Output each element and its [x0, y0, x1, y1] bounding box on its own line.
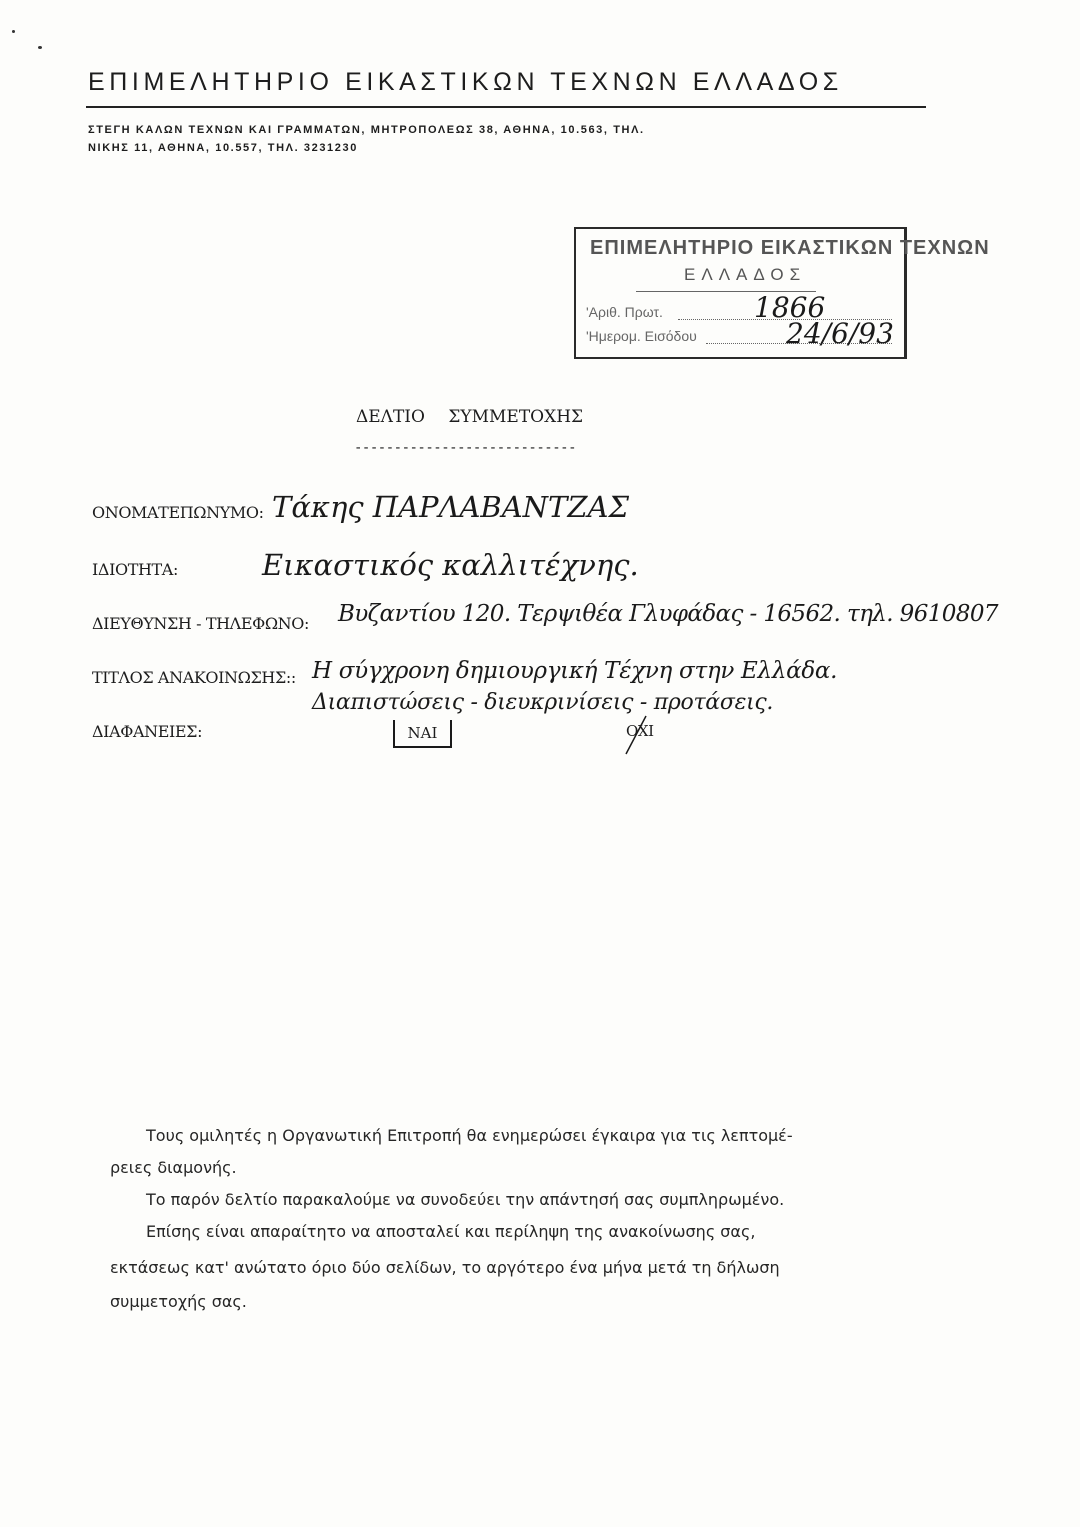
address-label: ΔΙΕΥΘΥΝΣΗ - ΤΗΛΕΦΩΝΟ:: [92, 614, 309, 633]
letterhead-address-line1: ΣΤΕΓΗ ΚΑΛΩΝ ΤΕΧΝΩΝ ΚΑΙ ΓΡΑΜΜΑΤΩΝ, ΜΗΤΡΟΠΟΛΕΩΣ 38, ΑΘΗΝΑ, 10.563, ΤΗΛ.: [88, 124, 645, 136]
slides-label: ΔΙΑΦΑΝΕΙΕΣ:: [92, 722, 203, 741]
stamp-date-label: 'Ημερομ. Εισόδου: [586, 328, 697, 344]
note-line-3: Το παρόν δελτίο παρακαλούμε να συνοδεύει την απάντησή σας συμπληρωμένο.: [146, 1190, 785, 1209]
profession-value: Εικαστικός καλλιτέχνης.: [262, 548, 639, 582]
stamp-date-value: 24/6/93: [786, 317, 894, 350]
profession-label: ΙΔΙΟΤΗΤΑ:: [92, 560, 178, 579]
stamp-title: ΕΠΙΜΕΛΗΤΗΡΙΟ ΕΙΚΑΣΤΙΚΩΝ ΤΕΧΝΩΝ: [590, 237, 990, 259]
note-line-4: Επίσης είναι απαραίτητο να αποσταλεί και περίληψη της ανακοίνωσης σας,: [146, 1222, 756, 1241]
scan-speck: [38, 46, 42, 49]
registration-stamp: [574, 227, 990, 359]
slides-no-option: ΟΧΙ: [626, 722, 654, 740]
letterhead-address-line2: ΝΙΚΗΣ 11, ΑΘΗΝΑ, 10.557, ΤΗΛ. 3231230: [88, 142, 358, 154]
stamp-protocol-label: 'Αριθ. Πρωτ.: [586, 304, 663, 320]
note-line-5: εκτάσεως κατ' ανώτατο όριο δύο σελίδων, το αργότερο ένα μήνα μετά τη δήλωση: [110, 1258, 780, 1277]
name-value: Τάκης ΠΑΡΛΑΒΑΝΤΖΑΣ: [272, 490, 629, 524]
slides-yes-option: [393, 720, 452, 748]
stamp-subtitle: ΕΛΛΑΔΟΣ: [684, 265, 807, 284]
note-line-1: Τους ομιλητές η Οργανωτική Επιτροπή θα ενημερώσει έγκαιρα για τις λεπτομέ-: [146, 1126, 793, 1145]
slides-yes-text: ΝΑΙ: [407, 724, 438, 742]
form-title: ΔΕΛΤΙΟ ΣΥΜΜΕΤΟΧΗΣ: [356, 407, 584, 427]
letterhead-rule: [86, 106, 926, 108]
talk-title-value-line2: Διαπιστώσεις - διευκρινίσεις - προτάσεις.: [312, 690, 774, 715]
stamp-protocol-number: 1866: [754, 291, 826, 324]
talk-title-label: ΤΙΤΛΟΣ ΑΝΑΚΟΙΝΩΣΗΣ::: [92, 668, 296, 687]
form-title-underline: ----------------------------: [354, 440, 577, 456]
note-line-6: συμμετοχής σας.: [110, 1292, 247, 1311]
talk-title-value-line1: Η σύγχρονη δημιουργική Τέχνη στην Ελλάδα.: [312, 658, 838, 684]
letterhead-title: ΕΠΙΜΕΛΗΤΗΡΙΟ ΕΙΚΑΣΤΙΚΩΝ ΤΕΧΝΩΝ ΕΛΛΑΔΟΣ: [88, 68, 843, 96]
address-value: Βυζαντίου 120. Τερψιθέα Γλυφάδας - 16562. τηλ. 9610807: [338, 601, 998, 627]
slides-no-strike-mark: [620, 714, 650, 758]
note-line-2: ρειες διαμονής.: [110, 1158, 237, 1177]
scan-speck: [12, 30, 15, 33]
name-label: ΟΝΟΜΑΤΕΠΩΝΥΜΟ:: [92, 503, 264, 522]
